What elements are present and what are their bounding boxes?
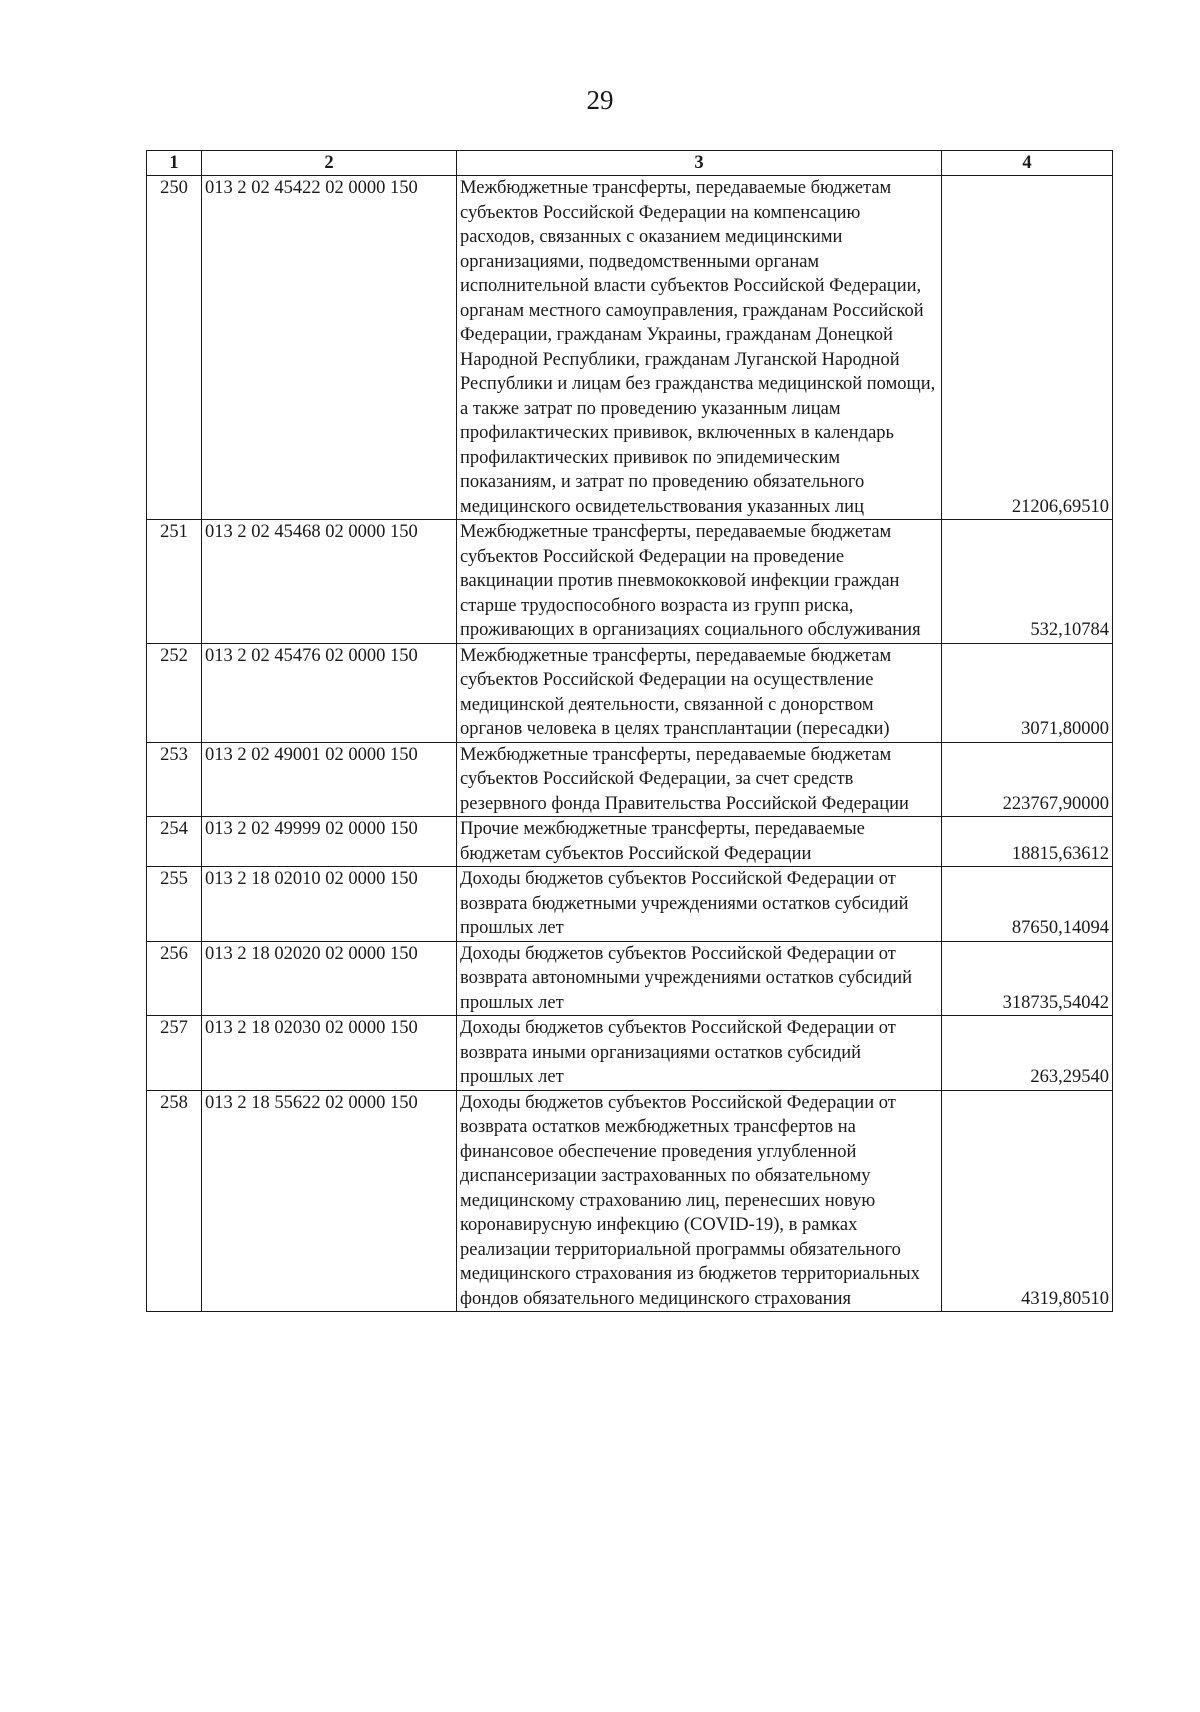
amount: 4319,80510	[942, 1090, 1113, 1312]
budget-code: 013 2 18 02030 02 0000 150	[202, 1016, 457, 1091]
income-name: Доходы бюджетов субъектов Российской Федерации от возврата иными организациями остатков субсидий прошлых лет	[457, 1016, 942, 1091]
income-name: Доходы бюджетов субъектов Российской Федерации от возврата остатков межбюджетных трансфертов на финансовое обеспечение проведения углубленной диспансеризации застрахованных по обязательному медицинскому страхованию лиц, перенесших новую коронавирусную инфекцию (COVID-19), в рамках реализации территориальной программы обязательного медицинского страхования из бюджетов территориальных фондов обязательного медицинского страхования	[457, 1090, 942, 1312]
row-number: 254	[147, 817, 202, 867]
budget-code: 013 2 18 02010 02 0000 150	[202, 867, 457, 942]
table-row	[147, 941, 1113, 1016]
amount: 318735,54042	[942, 941, 1113, 1016]
budget-code: 013 2 02 49999 02 0000 150	[202, 817, 457, 867]
budget-code: 013 2 02 45422 02 0000 150	[202, 176, 457, 520]
column-header-2: 2	[202, 151, 457, 176]
row-number: 258	[147, 1090, 202, 1312]
row-number: 256	[147, 941, 202, 1016]
income-name: Межбюджетные трансферты, передаваемые бюджетам субъектов Российской Федерации на осуществление медицинской деятельности, связанной с донорством органов человека в целях трансплантации (пересадки)	[457, 643, 942, 742]
budget-table	[146, 150, 1113, 1312]
income-name: Прочие межбюджетные трансферты, передаваемые бюджетам субъектов Российской Федерации	[457, 817, 942, 867]
table-row	[147, 520, 1113, 644]
table-row	[147, 643, 1113, 742]
budget-code: 013 2 18 02020 02 0000 150	[202, 941, 457, 1016]
amount: 263,29540	[942, 1016, 1113, 1091]
amount: 87650,14094	[942, 867, 1113, 942]
income-name: Межбюджетные трансферты, передаваемые бюджетам субъектов Российской Федерации на компенсацию расходов, связанных с оказанием медицинскими организациями, подведомственными органам исполнительной власти субъектов Российской Федерации, органам местного самоуправления, гражданам Российской Федерации, гражданам Украины, гражданам Донецкой Народной Республики, гражданам Луганской Народной Республики и лицам без гражданства медицинской помощи, а также затрат по проведению указанным лицам профилактических прививок, включенных в календарь профилактических прививок по эпидемическим показаниям, и затрат по проведению обязательного медицинского освидетельствования указанных лиц	[457, 176, 942, 520]
table-header	[147, 151, 1113, 176]
income-name: Доходы бюджетов субъектов Российской Федерации от возврата автономными учреждениями остатков субсидий прошлых лет	[457, 941, 942, 1016]
row-number: 253	[147, 742, 202, 817]
income-name: Межбюджетные трансферты, передаваемые бюджетам субъектов Российской Федерации, за счет средств резервного фонда Правительства Российской Федерации	[457, 742, 942, 817]
column-header-4: 4	[942, 151, 1113, 176]
amount: 223767,90000	[942, 742, 1113, 817]
table-row	[147, 1090, 1113, 1312]
row-number: 250	[147, 176, 202, 520]
amount: 18815,63612	[942, 817, 1113, 867]
row-number: 252	[147, 643, 202, 742]
budget-code: 013 2 18 55622 02 0000 150	[202, 1090, 457, 1312]
page-number: 29	[586, 85, 614, 115]
table-row	[147, 817, 1113, 867]
budget-code: 013 2 02 45468 02 0000 150	[202, 520, 457, 644]
table-row	[147, 176, 1113, 520]
amount: 3071,80000	[942, 643, 1113, 742]
amount: 532,10784	[942, 520, 1113, 644]
income-name: Межбюджетные трансферты, передаваемые бюджетам субъектов Российской Федерации на проведение вакцинации против пневмококковой инфекции граждан старше трудоспособного возраста из групп риска, проживающих в организациях социального обслуживания	[457, 520, 942, 644]
income-name: Доходы бюджетов субъектов Российской Федерации от возврата бюджетными учреждениями остатков субсидий прошлых лет	[457, 867, 942, 942]
row-number: 257	[147, 1016, 202, 1091]
table-row	[147, 1016, 1113, 1091]
header-row	[147, 151, 1113, 176]
amount: 21206,69510	[942, 176, 1113, 520]
column-header-3: 3	[457, 151, 942, 176]
row-number: 251	[147, 520, 202, 644]
table-body	[147, 176, 1113, 1312]
table-row	[147, 867, 1113, 942]
budget-code: 013 2 02 49001 02 0000 150	[202, 742, 457, 817]
column-header-1: 1	[147, 151, 202, 176]
row-number: 255	[147, 867, 202, 942]
table-row	[147, 742, 1113, 817]
budget-code: 013 2 02 45476 02 0000 150	[202, 643, 457, 742]
